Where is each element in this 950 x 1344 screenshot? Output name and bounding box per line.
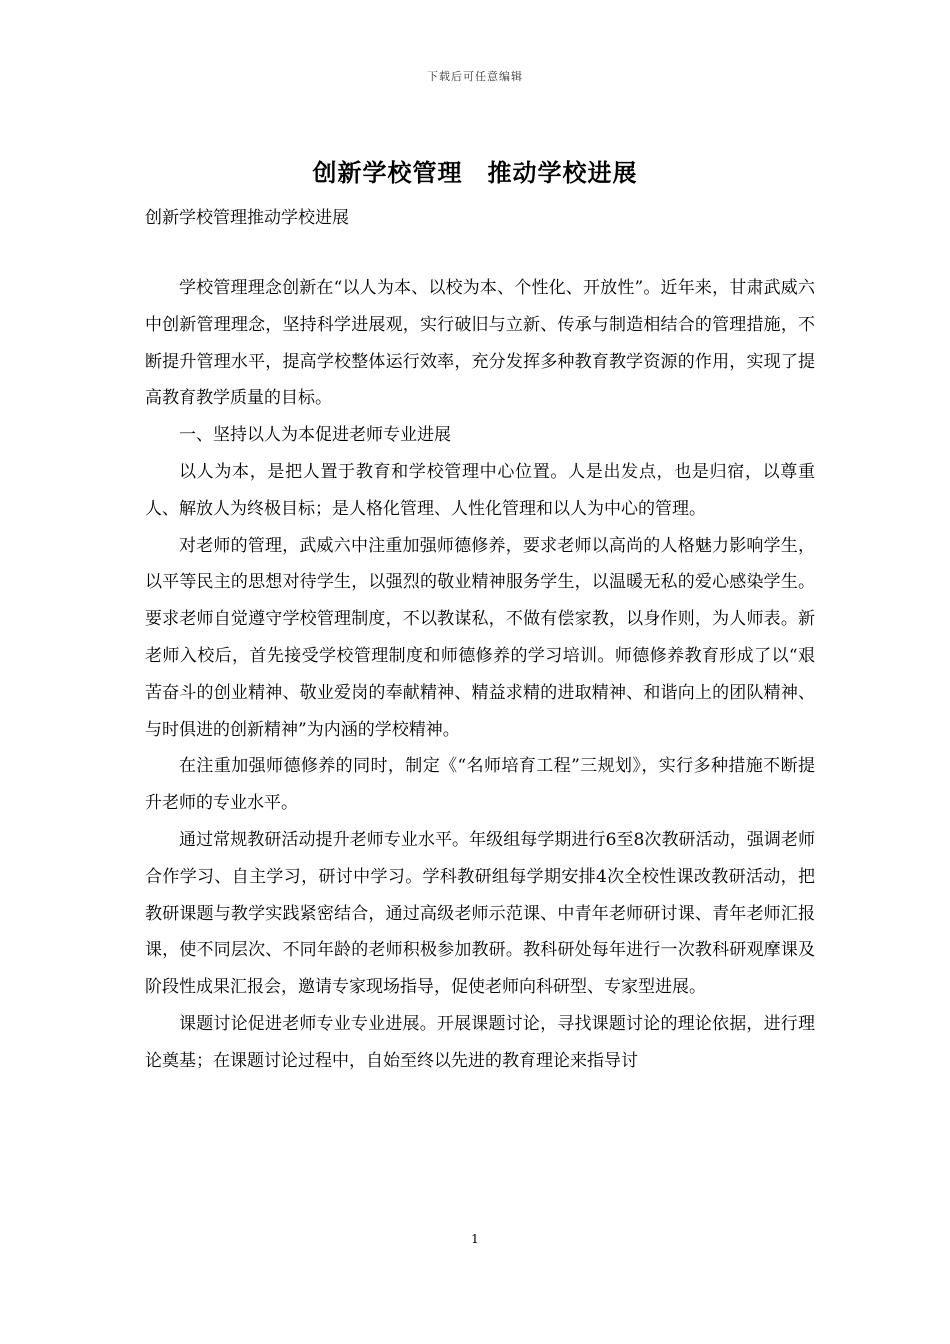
paragraph: 对老师的管理，武威六中注重加强师德修养，要求老师以高尚的人格魅力影响学生，以平等民主的思想对待学生，以强烈的敬业精神服务学生，以温暖无私的爱心感染学生。要求老师自觉遵守学校管理制度，不以教谋私，不做有偿家教，以身作则，为人师表。新老师入校后，首先接受学校管理制度和师德修养的学习培训。师德修养教育形成了以“艰苦奋斗的创业精神、敬业爱岗的奉献精神、精益求精的进取精神、和谐向上的团队精神、与时俱进的创新精神”为内涵的学校精神。 (145, 535, 815, 740)
page-number: 1 (471, 1232, 479, 1246)
paragraph: 通过常规教研活动提升老师专业水平。年级组每学期进行6至8次教研活动，强调老师合作学习、自主学习，研讨中学习。学科教研组每学期安排4次全校性课改教研活动，把教研课题与教学实践紧密结合，通过高级老师示范课、中青年老师研讨课、青年老师汇报课，使不同层次、不同年龄的老师积极参加教研。教科研处每年进行一次教科研观摩课及阶段性成果汇报会，邀请专家现场指导，促使老师向科研型、专家型进展。 (145, 829, 815, 998)
paragraph: 在注重加强师德修养的同时，制定《“名师培育工程”三规划》，实行多种措施不断提升老师的专业水平。 (145, 756, 815, 814)
document-title: 创新学校管理 推动学校进展 (312, 158, 638, 187)
document-subtitle: 创新学校管理推动学校进展 (145, 208, 349, 228)
section-heading-1: 一、坚持以人为本促进老师专业进展 (179, 425, 451, 446)
paragraph: 以人为本，是把人置于教育和学校管理中心位置。人是出发点，也是归宿，以尊重人、解放人为终极目标；是人格化管理、人性化管理和以人为中心的管理。 (145, 461, 815, 519)
paragraph: 课题讨论促进老师专业专业进展。开展课题讨论，寻找课题讨论的理论依据，进行理论奠基；在课题讨论过程中，自始至终以先进的教育理论来指导讨 (145, 1013, 815, 1071)
paragraph-intro: 学校管理理念创新在“以人为本、以校为本、个性化、开放性”。近年来，甘肃武威六中创新管理理念，坚持科学进展观，实行破旧与立新、传承与制造相结合的管理措施，不断提升管理水平，提高学校整体运行效率，充分发挥多种教育教学资源的作用，实现了提高教育教学质量的目标。 (145, 278, 815, 409)
page-header-note: 下载后可任意编辑 (427, 70, 523, 83)
document-body (145, 270, 815, 1080)
